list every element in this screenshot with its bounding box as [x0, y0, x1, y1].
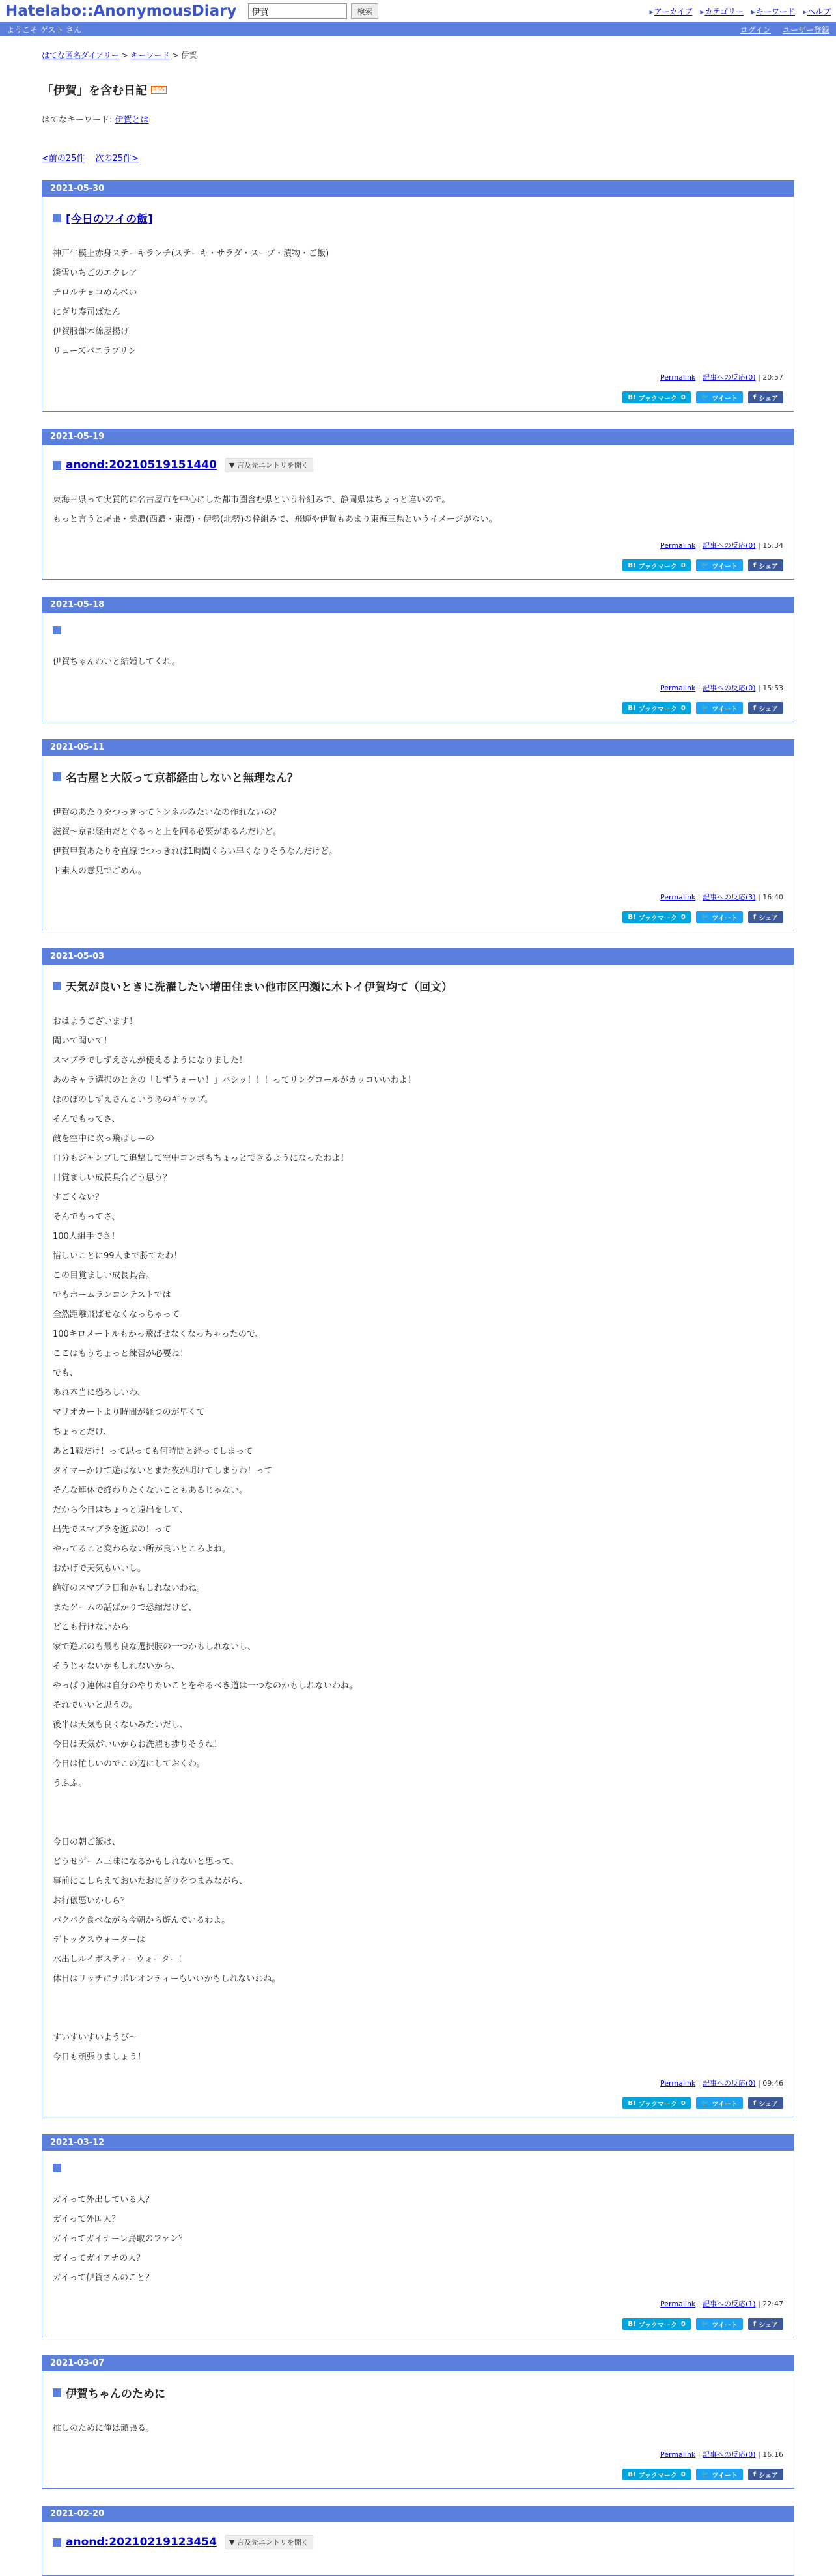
nav-archive-link[interactable]: ▸ アーカイブ — [650, 6, 693, 17]
entry-title — [53, 626, 783, 634]
entry-text-line: おかげで天気もいいし。 — [53, 1564, 146, 1574]
hatena-bookmark-count: 0 — [680, 561, 686, 569]
entry-text-line: ガイって外出している人？ — [53, 2195, 154, 2205]
twitter-bird-icon: 🐦 — [701, 2320, 710, 2328]
hatena-bookmark-label: ブックマーク — [638, 2101, 677, 2108]
entry-text-line: タイマーかけて遊ばないとまた夜が明けてしまうわ！って — [53, 1466, 273, 1476]
facebook-share-button[interactable] — [748, 2318, 783, 2330]
permalink-link[interactable]: Permalink — [660, 2300, 696, 2308]
tweet-label: ツイート — [712, 563, 738, 571]
reactions-label: 記事への反応( — [703, 684, 749, 692]
hatena-bookmark-button[interactable] — [622, 702, 690, 714]
entry-text-line: 事前にこしらえておいたおにぎりをつまみながら、 — [53, 1876, 248, 1886]
tweet-label: ツイート — [712, 914, 738, 922]
facebook-share-label: シェア — [759, 563, 778, 571]
diary-entry — [42, 739, 794, 931]
entry-meta — [53, 2449, 783, 2459]
reactions-link[interactable] — [703, 2300, 756, 2308]
hatena-bookmark-button[interactable] — [622, 2318, 690, 2330]
entry-text-line: 全然距離飛ばせなくなっちゃって — [53, 1310, 180, 1320]
breadcrumb-home[interactable]: はてな匿名ダイアリー — [42, 51, 119, 60]
facebook-f-icon: f — [753, 2099, 757, 2107]
triangle-down-icon: ▼ — [229, 2538, 237, 2547]
facebook-share-button[interactable] — [748, 2097, 783, 2109]
entry-title-text: 天気が良いときに洗濯したい増田住まい他市区円瀬に木トイ伊賀均て（回文） — [66, 981, 453, 994]
facebook-share-button[interactable] — [748, 911, 783, 923]
entry-title — [53, 210, 783, 226]
entry-title — [53, 458, 783, 472]
facebook-f-icon: f — [753, 561, 757, 569]
entry-time: 09:46 — [762, 2079, 783, 2088]
reactions-label: 記事への反応( — [703, 2079, 749, 2088]
entry-text-line: あと1戦だけ！って思っても何時間と経ってしまって — [53, 1447, 253, 1456]
reactions-close: ) — [753, 2079, 756, 2088]
hatena-bookmark-count: 0 — [680, 2099, 686, 2107]
reactions-link[interactable] — [703, 541, 756, 550]
entry-text-line: どこも行けないから — [53, 1622, 130, 1632]
entry-text-line — [53, 1813, 783, 1833]
site-logo[interactable]: Hatelabo::AnonymousDiary — [5, 3, 237, 20]
triangle-down-icon: ▼ — [229, 461, 237, 470]
entry-text-line: またゲームの話ばかりで恐縮だけど、 — [53, 1603, 197, 1613]
reactions-label: 記事への反応( — [703, 373, 749, 382]
entry-title-square-icon — [53, 2538, 61, 2547]
breadcrumb-separator: > — [118, 51, 131, 60]
diary-entry — [42, 429, 794, 580]
entry-text-line: 後半は天気も良くないみたいだし、 — [53, 1720, 189, 1730]
reactions-link[interactable] — [703, 2450, 756, 2459]
main-content — [0, 50, 836, 2576]
entry-body — [42, 197, 794, 411]
hatena-b-icon: B! — [628, 393, 636, 401]
entry-text-line: 推しのために俺は頑張る。 — [53, 2424, 155, 2433]
entry-date: 2021-03-12 — [42, 2135, 794, 2151]
entry-text-line: 今日も頑張りましょう！ — [53, 2052, 146, 2062]
entry-title-square-icon — [53, 214, 61, 222]
tweet-label: ツイート — [712, 705, 738, 713]
reactions-label: 記事への反応( — [703, 893, 749, 901]
entry-text-line: もっと言うと尾張・美濃(西濃・東濃)・伊勢(北勢)の枠組みで、飛騨や伊賀もあまり東海三県というイメージがない。 — [53, 515, 497, 524]
entry-text-line: ガイってガイナーレ鳥取のファン？ — [53, 2234, 188, 2244]
entry-date: 2021-02-20 — [42, 2506, 794, 2522]
share-bar — [53, 2097, 783, 2109]
breadcrumb-keyword[interactable]: キーワード — [130, 51, 170, 60]
permalink-link[interactable]: Permalink — [660, 893, 696, 901]
facebook-f-icon: f — [753, 393, 757, 401]
entry-text-line: ちょっとだけ、 — [53, 1427, 112, 1437]
twitter-bird-icon: 🐦 — [701, 561, 710, 569]
entry-time: 16:16 — [762, 2450, 783, 2459]
diary-entry — [42, 2506, 794, 2576]
reactions-close: ) — [753, 373, 756, 382]
entry-title-square-icon — [53, 2388, 61, 2397]
page-title — [42, 81, 794, 98]
facebook-f-icon: f — [753, 704, 757, 712]
hatena-b-icon: B! — [628, 913, 636, 921]
entry-meta — [53, 372, 783, 382]
meta-separator: | — [755, 2079, 763, 2088]
share-bar — [53, 559, 783, 571]
reactions-close: ) — [753, 2300, 756, 2308]
entry-title-link[interactable]: anond:20210519151440 — [66, 459, 217, 472]
entry-text-line: 100人組手でさ！ — [53, 1232, 120, 1241]
reactions-link[interactable] — [703, 2079, 756, 2088]
hatena-bookmark-count: 0 — [680, 913, 686, 921]
entry-text-line — [53, 1989, 783, 2009]
entry-meta — [53, 892, 783, 902]
reactions-close: ) — [753, 541, 756, 550]
entry-text-line: 出先でスマブラを遊ぶの！って — [53, 1525, 171, 1535]
tweet-label: ツイート — [712, 2101, 738, 2108]
entry-text-line: 伊賀甲賀あたりを直線でつっきれば1時間くらい早くなりそうなんだけど。 — [53, 847, 338, 856]
permalink-link[interactable]: Permalink — [660, 541, 696, 550]
entry-text-line: お行儀悪いかしら？ — [53, 1896, 130, 1906]
entry-text-line: あのキャラ選択のときの「しずうぇーい！」バシッ！！！ってリングコールがカッコいいわよ！ — [53, 1075, 416, 1085]
facebook-share-button[interactable] — [748, 391, 783, 403]
entry-text-line: そんでもってさ、 — [53, 1212, 120, 1222]
hatena-bookmark-count: 0 — [680, 393, 686, 401]
reactions-close: ) — [753, 684, 756, 692]
reactions-link[interactable] — [703, 893, 756, 901]
user-bar — [0, 22, 836, 36]
meta-separator: | — [755, 2450, 763, 2459]
hatena-bookmark-button[interactable] — [622, 391, 690, 403]
hatena-b-icon: B! — [628, 2320, 636, 2328]
entry-text-line: 惜しいことに99人まで勝てたわ！ — [53, 1251, 182, 1261]
entry-text-line: どうせゲーム三昧になるかもしれないと思って、 — [53, 1857, 239, 1867]
entry-text-line: スマブラでしずえさんが使えるようになりました！ — [53, 1056, 247, 1066]
diary-entry — [42, 2134, 794, 2338]
diary-entry — [42, 948, 794, 2117]
entry-text-line: 目覚ましい成長具合どう思う？ — [53, 1173, 172, 1183]
permalink-link[interactable]: Permalink — [660, 684, 696, 692]
twitter-bird-icon: 🐦 — [701, 2099, 710, 2107]
entry-text-line: 滋賀〜京都経由だとぐるっと上を回る必要があるんだけど。 — [53, 827, 282, 837]
entry-title-square-icon — [53, 461, 61, 470]
entry-text-line: うふふ。 — [53, 1779, 87, 1789]
entry-time: 16:40 — [762, 893, 783, 901]
reactions-count: 0 — [748, 684, 753, 692]
tweet-button[interactable] — [696, 702, 743, 714]
entry-text-line: 淡雪いちごのエクレア — [53, 268, 138, 278]
entry-title-square-icon — [53, 626, 61, 634]
permalink-link[interactable]: Permalink — [660, 373, 696, 382]
nav-category-link[interactable]: ▸ カテゴリー — [700, 6, 744, 17]
entry-time: 15:34 — [762, 541, 783, 550]
entry-text-line: ほのぼのしずえさんというあのギャップ。 — [53, 1095, 213, 1105]
entry-body — [42, 2522, 794, 2575]
hatena-bookmark-count: 0 — [680, 2320, 686, 2328]
pager — [42, 151, 794, 163]
meta-separator: | — [755, 373, 763, 382]
reactions-link[interactable] — [703, 684, 756, 692]
entry-text-line: そんな連休で終わりたくないこともあるじゃない。 — [53, 1486, 248, 1495]
entry-text-line: 今日の朝ご飯は、 — [53, 1837, 121, 1847]
breadcrumb-current: 伊賀 — [181, 51, 197, 60]
entry-text-line: ここはもうちょっと練習が必要ね！ — [53, 1349, 189, 1359]
twitter-bird-icon: 🐦 — [701, 2470, 710, 2478]
tweet-label: ツイート — [712, 2472, 738, 2480]
entry-text-line — [53, 2009, 783, 2028]
entry-date: 2021-05-03 — [42, 949, 794, 965]
login-link[interactable]: ログイン — [740, 25, 771, 35]
reactions-count: 0 — [748, 2079, 753, 2088]
entry-text-line: 100キロメートルもかっ飛ばせなくなっちゃったので、 — [53, 1329, 264, 1339]
entry-text-line: 家で遊ぶのも最も良な選択肢の一つかもしれないし、 — [53, 1642, 257, 1652]
entry-text-line: マリオカートより時間が経つのが早くて — [53, 1408, 205, 1417]
entry-title — [53, 2535, 783, 2549]
entry-body — [42, 2371, 794, 2488]
meta-separator: | — [695, 2300, 703, 2308]
meta-separator: | — [755, 541, 763, 550]
entry-text-line: 今日は天気がいいからお洗濯も捗りそうね！ — [53, 1740, 223, 1749]
hatena-bookmark-button[interactable] — [622, 559, 690, 571]
hatena-bookmark-button[interactable] — [622, 2469, 690, 2480]
entry-text-line: 敵を空中に吹っ飛ばしーの — [53, 1134, 155, 1144]
entry-body — [42, 965, 794, 2117]
register-link[interactable]: ユーザー登録 — [782, 25, 829, 35]
tweet-label: ツイート — [712, 395, 738, 403]
permalink-link[interactable]: Permalink — [660, 2450, 696, 2459]
entry-title — [53, 769, 783, 785]
keyword-link[interactable]: 伊賀とは — [115, 115, 149, 125]
hatena-b-icon: B! — [628, 2099, 636, 2107]
reactions-close: ) — [753, 2450, 756, 2459]
entry-text-line: 自分もジャンプして追撃して空中コンボもちょっとできるようになったわよ！ — [53, 1154, 349, 1163]
facebook-f-icon: f — [753, 2470, 757, 2478]
entry-text-line: それでいいと思うの。 — [53, 1701, 137, 1710]
entry-text-line: 休日はリッチにナポレオンティーもいいかもしれないわね。 — [53, 1974, 281, 1984]
entry-text-line: やっぱり連休は自分のやりたいことをやるべき道は一つなのかもしれないわね。 — [53, 1681, 358, 1691]
breadcrumb — [42, 50, 794, 61]
twitter-bird-icon: 🐦 — [701, 704, 710, 712]
reactions-label: 記事への反応( — [703, 541, 749, 550]
entry-time: 15:53 — [762, 684, 783, 692]
tweet-button[interactable] — [696, 2097, 743, 2109]
search-button[interactable]: 検索 — [351, 3, 378, 19]
entry-title — [53, 978, 783, 994]
facebook-share-label: シェア — [759, 2101, 778, 2108]
entry-text-line: 伊賀ちゃんわいと結婚してくれ。 — [53, 657, 180, 667]
entry-date: 2021-05-19 — [42, 429, 794, 445]
entry-time: 22:47 — [762, 2300, 783, 2308]
entry-title-square-icon — [53, 2164, 61, 2172]
facebook-share-button[interactable] — [748, 559, 783, 571]
share-bar — [53, 391, 783, 403]
entry-text-line: 聞いて聞いて！ — [53, 1036, 113, 1046]
entry-text-line: 伊賀のあたりをつっきってトンネルみたいなの作れないの？ — [53, 808, 281, 817]
tweet-button[interactable] — [696, 2318, 743, 2330]
open-referenced-entry-label: 言及先エントリを開く — [236, 461, 309, 470]
hatena-bookmark-label: ブックマーク — [638, 2321, 677, 2329]
entry-text-line: にぎり寿司ばたん — [53, 307, 121, 317]
facebook-share-label: シェア — [759, 705, 778, 713]
entry-body — [42, 2151, 794, 2338]
entry-text-line: すごくない？ — [53, 1193, 104, 1202]
reactions-count: 0 — [748, 2450, 753, 2459]
meta-separator: | — [755, 684, 763, 692]
entry-body — [42, 445, 794, 579]
entry-text-line: 今日は忙しいのでこの辺にしておくわ。 — [53, 1759, 205, 1769]
nav-help-link[interactable]: ▸ ヘルプ — [803, 6, 831, 17]
entry-text-line: 伊賀服部木綿屋揚げ — [53, 327, 130, 337]
reactions-label: 記事への反応( — [703, 2450, 749, 2459]
share-bar — [53, 911, 783, 923]
reactions-count: 0 — [748, 541, 753, 550]
keyword-line — [42, 113, 794, 125]
reactions-close: ) — [753, 893, 756, 901]
entry-title — [53, 2385, 783, 2401]
hatena-bookmark-label: ブックマーク — [638, 563, 677, 571]
entry-text-line: あれ本当に恐ろしいわ、 — [53, 1388, 146, 1398]
search-input[interactable] — [248, 3, 347, 19]
next-page-link[interactable]: 次の25件> — [95, 154, 139, 163]
entry-date: 2021-05-30 — [42, 181, 794, 197]
entry-text-line: チロルチョコめんべい — [53, 288, 137, 298]
hatena-bookmark-button[interactable] — [622, 2097, 690, 2109]
reactions-count: 1 — [748, 2300, 753, 2308]
hatena-b-icon: B! — [628, 2470, 636, 2478]
entry-meta — [53, 2299, 783, 2309]
entry-title-text: 伊賀ちゃんのために — [66, 2388, 165, 2401]
hatena-b-icon: B! — [628, 561, 636, 569]
open-referenced-entry-label: 言及先エントリを開く — [236, 2538, 309, 2547]
rss-icon[interactable]: RSS — [151, 86, 167, 94]
facebook-f-icon: f — [753, 913, 757, 921]
share-bar — [53, 2469, 783, 2480]
facebook-share-label: シェア — [759, 2321, 778, 2329]
entry-text-line: でもホームランコンテストでは — [53, 1290, 171, 1300]
hatena-bookmark-label: ブックマーク — [638, 914, 677, 922]
entry-meta — [53, 683, 783, 693]
top-bar — [0, 0, 836, 22]
diary-entry — [42, 180, 794, 412]
entry-text-line — [53, 1794, 783, 1813]
facebook-f-icon: f — [753, 2320, 757, 2328]
entry-text-line: パクパク食べながら今朝から遊んでいるわよ。 — [53, 1916, 230, 1925]
entry-text-line: すいすいすいようび〜 — [53, 2033, 138, 2043]
entry-body — [42, 756, 794, 931]
open-referenced-entry-button[interactable] — [225, 458, 313, 472]
reactions-link[interactable] — [703, 373, 756, 382]
hatena-b-icon: B! — [628, 704, 636, 712]
entry-text-line: ガイって外国人？ — [53, 2215, 120, 2224]
entry-date: 2021-03-07 — [42, 2356, 794, 2371]
entry-text-line: デトックスウォーターは — [53, 1935, 145, 1945]
facebook-share-button[interactable] — [748, 702, 783, 714]
reactions-count: 3 — [748, 893, 753, 901]
meta-separator: | — [695, 541, 703, 550]
entry-title — [53, 2164, 783, 2172]
meta-separator: | — [695, 373, 703, 382]
entry-text-line: おはようございます！ — [53, 1017, 138, 1026]
hatena-bookmark-label: ブックマーク — [638, 705, 677, 713]
page-title-text: 「伊賀」を含む日記 — [42, 84, 147, 98]
facebook-share-label: シェア — [759, 914, 778, 922]
entry-meta — [53, 2078, 783, 2088]
entry-time: 20:57 — [762, 373, 783, 382]
hatena-bookmark-count: 0 — [680, 704, 686, 712]
hatena-bookmark-label: ブックマーク — [638, 2472, 677, 2480]
entry-list — [42, 180, 794, 2576]
tweet-button[interactable] — [696, 391, 743, 403]
entry-date: 2021-05-11 — [42, 740, 794, 756]
meta-separator: | — [695, 2450, 703, 2459]
meta-separator: | — [695, 893, 703, 901]
hatena-bookmark-count: 0 — [680, 2470, 686, 2478]
entry-text-line: 神戸牛模上赤身ステーキランチ(ステーキ・サラダ・スープ・漬物・ご飯) — [53, 249, 329, 259]
entry-meta — [53, 540, 783, 550]
permalink-link[interactable]: Permalink — [660, 2079, 696, 2088]
facebook-share-label: シェア — [759, 395, 778, 403]
entry-title-link[interactable]: [今日のワイの飯] — [66, 213, 154, 226]
facebook-share-label: シェア — [759, 2472, 778, 2480]
entry-text-line: ド素人の意見でごめん。 — [53, 866, 146, 876]
nav-keyword-link[interactable]: ▸ キーワード — [751, 6, 795, 17]
meta-separator: | — [755, 893, 763, 901]
entry-text-line: 東海三県って実質的に名古屋市を中心にした都市圏含む県という枠組みで、静岡県はちょっと違いので。 — [53, 495, 451, 505]
meta-separator: | — [695, 2079, 703, 2088]
reactions-label: 記事への反応( — [703, 2300, 749, 2308]
meta-separator: | — [695, 684, 703, 692]
keyword-label: はてなキーワード: — [42, 115, 115, 125]
reactions-count: 0 — [748, 373, 753, 382]
tweet-button[interactable] — [696, 911, 743, 923]
prev-page-link[interactable]: <前の25件 — [42, 154, 85, 163]
entry-date: 2021-05-18 — [42, 597, 794, 613]
tweet-button[interactable] — [696, 2469, 743, 2480]
entry-body — [42, 613, 794, 722]
entry-text-line: この目覚ましい成長具合。 — [53, 1271, 155, 1281]
entry-text-line: だから今日はちょっと遠出をして、 — [53, 1505, 188, 1515]
hatena-bookmark-button[interactable] — [622, 911, 690, 923]
top-nav — [650, 6, 831, 17]
share-bar — [53, 2318, 783, 2330]
entry-title-square-icon — [53, 772, 61, 781]
twitter-bird-icon: 🐦 — [701, 913, 710, 921]
entry-text-line: 水出しルイボスティーウォーター！ — [53, 1955, 187, 1964]
facebook-share-button[interactable] — [748, 2469, 783, 2480]
entry-text-line: リューズバニラプリン — [53, 347, 137, 356]
diary-entry — [42, 2355, 794, 2489]
hatena-bookmark-label: ブックマーク — [638, 395, 677, 403]
diary-entry — [42, 597, 794, 722]
twitter-bird-icon: 🐦 — [701, 393, 710, 401]
entry-title-square-icon — [53, 982, 61, 990]
tweet-label: ツイート — [712, 2321, 738, 2329]
welcome-text: ようこそ ゲスト さん — [7, 25, 82, 35]
entry-text-line: そんでもってさ、 — [53, 1114, 120, 1124]
entry-text-line: でも、 — [53, 1368, 79, 1378]
entry-title-text: 名古屋と大阪って京都経由しないと無理なん？ — [66, 772, 298, 785]
entry-text-line: 絶好のスマブラ日和かもしれないわね。 — [53, 1583, 205, 1593]
open-referenced-entry-button[interactable] — [225, 2535, 313, 2549]
share-bar — [53, 702, 783, 714]
entry-text-line: そうじゃないかもしれないから、 — [53, 1662, 180, 1671]
breadcrumb-separator: > — [169, 51, 182, 60]
entry-title-link[interactable]: anond:20210219123454 — [66, 2536, 217, 2549]
entry-text-line: やってること変わらない所が良いところよね。 — [53, 1544, 231, 1554]
tweet-button[interactable] — [696, 559, 743, 571]
meta-separator: | — [755, 2300, 763, 2308]
entry-text-line: ガイってガイアナの人？ — [53, 2254, 145, 2263]
entry-text-line: ガイって伊賀さんのこと？ — [53, 2273, 154, 2283]
